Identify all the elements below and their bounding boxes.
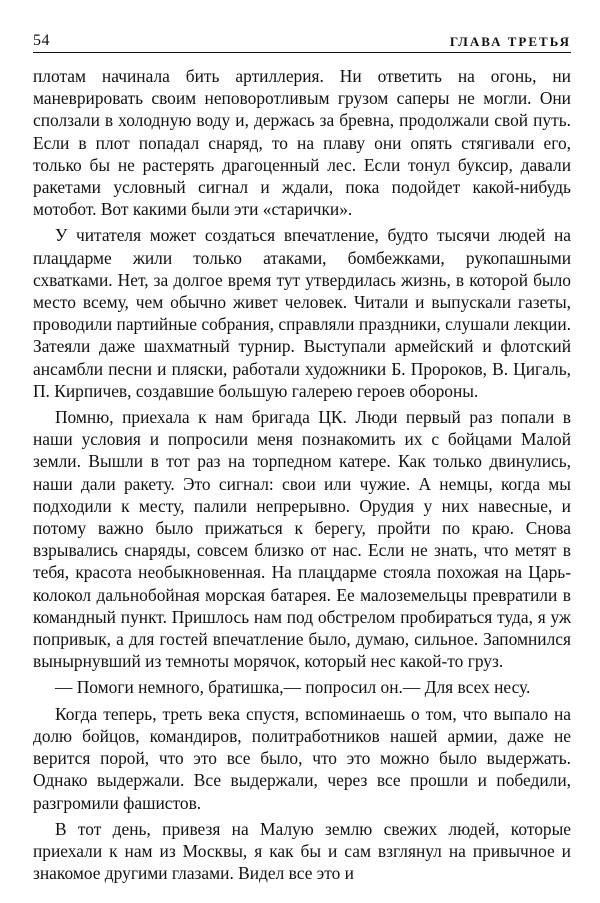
book-page [33,30,571,888]
paragraph: — Помоги немного, братишка,— попросил он.— Для всех несу. [55,677,531,698]
page-number: 54 [33,32,50,49]
paragraph: У читателя может создаться впечатление, будто тысячи людей на плацдарме жили только атаками, бомбежками, рукопашными схватками. Нет, за долгое время тут утвердилась жизнь, в которой было место всему, чем обычно живет человек. Читали и выпускали газеты, проводили партийные собрания, справляли праздники, слушали лекции. Затеяли даже шахматный турнир. Выступали армейский и флотский ансамбли песни и пляски, работали художники Б. Пророков, В. Цигаль, П. Кирпичев, создавшие большую галерею героев обороны. [33,225,571,401]
paragraph: Когда теперь, треть века спустя, вспоминаешь о том, что выпало на долю бойцов, командиров, политработников нашей армии, даже не верится порой, что это все было, что это можно было выдержать. Однако выдержали. Все выдержали, через все прошли и победили, разгромили фашистов. [33,703,571,813]
paragraph: Помню, приехала к нам бригада ЦК. Люди первый раз попали в наши условия и попросили меня познакомить их с бойцами Малой земли. Вышли в тот раз на торпедном катере. Как только двинулись, наши дали ракету. Это сигнал: свои или чужие. А немцы, когда мы подходили к месту, палили непрерывно. Орудия у них навесные, и потому важно было прижаться к берегу, пройти по краю. Снова взрывались снаряды, совсем близко от нас. Если не знать, что метят в тебя, красота необыкновенная. На плацдарме стояла похожая на Царь-колокол дальнобойная морская батарея. Ее малоземельцы превратили в командный пункт. Пришлось нам под обстрелом пробираться туда, я уж попривык, а для гостей впечатление было, думаю, сильное. Запомнился вынырнувший из темноты морячок, который нес какой-то груз. [33,407,571,672]
body-text [33,65,571,884]
paragraph: В тот день, привезя на Малую землю свежих людей, которые приехали к нам из Москвы, я как бы и сам взглянул на привычное и знакомое другими глазами. Видел все это и [33,818,571,884]
paragraph: плотам начинала бить артиллерия. Ни ответить на огонь, ни маневрировать своим неповоротливым грузом саперы не могли. Они сползали в холодную воду и, держась за бревна, продолжали свой путь. Если в плот попадал снаряд, то на плаву они опять стягивали его, только бы не растерять драгоценный лес. Если тонул буксир, давали ракетами условный сигнал и ждали, пока подойдет какой-нибудь мотобот. Вот какими были эти «старички». [33,66,571,220]
chapter-title: ГЛАВА ТРЕТЬЯ [449,34,571,49]
running-header [33,30,571,53]
